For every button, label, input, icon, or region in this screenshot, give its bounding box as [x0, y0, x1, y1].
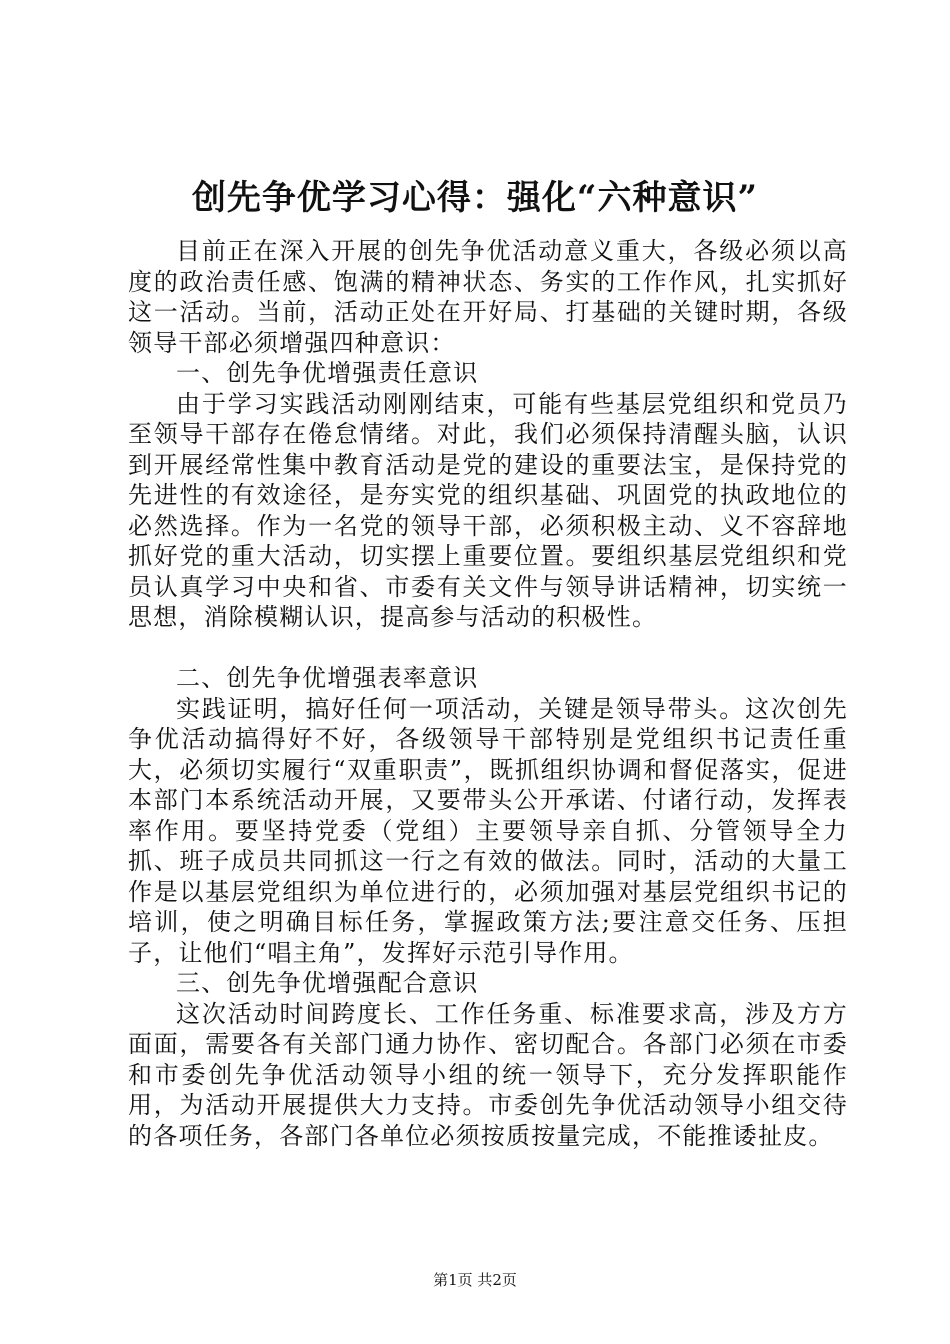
- paragraph-spacer: [128, 633, 848, 664]
- section-3-heading: 三、创先争优增强配合意识: [176, 969, 479, 997]
- section-3-paragraph: 这次活动时间跨度长、工作任务重、标准要求高，涉及方方面面，需要各有关部门通力协作、密切配合。各部门必须在市委和市委创先争优活动领导小组的统一领导下，充分发挥职能作用，为活动开展提供大力支持。市委创先争优活动领导小组交待的各项任务，各部门各单位必须按质按量完成，不能推诿扯皮。: [128, 999, 848, 1150]
- section-2-heading: 二、创先争优增强表率意识: [176, 664, 479, 692]
- section-1-heading: 一、创先争优增强责任意识: [176, 359, 479, 387]
- document-body: [128, 236, 848, 1151]
- section-2-paragraph: 实践证明，搞好任何一项活动，关键是领导带头。这次创先争优活动搞得好不好，各级领导干部特别是党组织书记责任重大，必须切实履行“双重职责”，既抓组织协调和督促落实，促进本部门本系统活动开展，又要带头公开承诺、付诸行动，发挥表率作用。要坚持党委（党组）主要领导亲自抓、分管领导全力抓、班子成员共同抓这一行之有效的做法。同时，活动的大量工作是以基层党组织为单位进行的，必须加强对基层党组织书记的培训，使之明确目标任务，掌握政策方法;要注意交任务、压担子，让他们“唱主角”，发挥好示范引导作用。: [128, 694, 848, 967]
- intro-paragraph: 目前正在深入开展的创先争优活动意义重大，各级必须以高度的政治责任感、饱满的精神状态、务实的工作作风，扎实抓好这一活动。当前，活动正处在开好局、打基础的关键时期，各级领导干部必须增强四种意识：: [128, 237, 848, 357]
- section-1-paragraph: 由于学习实践活动刚刚结束，可能有些基层党组织和党员乃至领导干部存在倦怠情绪。对此，我们必须保持清醒头脑，认识到开展经常性集中教育活动是党的建设的重要法宝，是保持党的先进性的有效途径，是夯实党的组织基础、巩固党的执政地位的必然选择。作为一名党的领导干部，必须积极主动、义不容辞地抓好党的重大活动，切实摆上重要位置。要组织基层党组织和党员认真学习中央和省、市委有关文件与领导讲话精神，切实统一思想，消除模糊认识，提高参与活动的积极性。: [128, 389, 848, 631]
- document-title: 创先争优学习心得：强化“六种意识”: [191, 178, 759, 218]
- page-number-footer: 第1页 共2页: [433, 1271, 517, 1289]
